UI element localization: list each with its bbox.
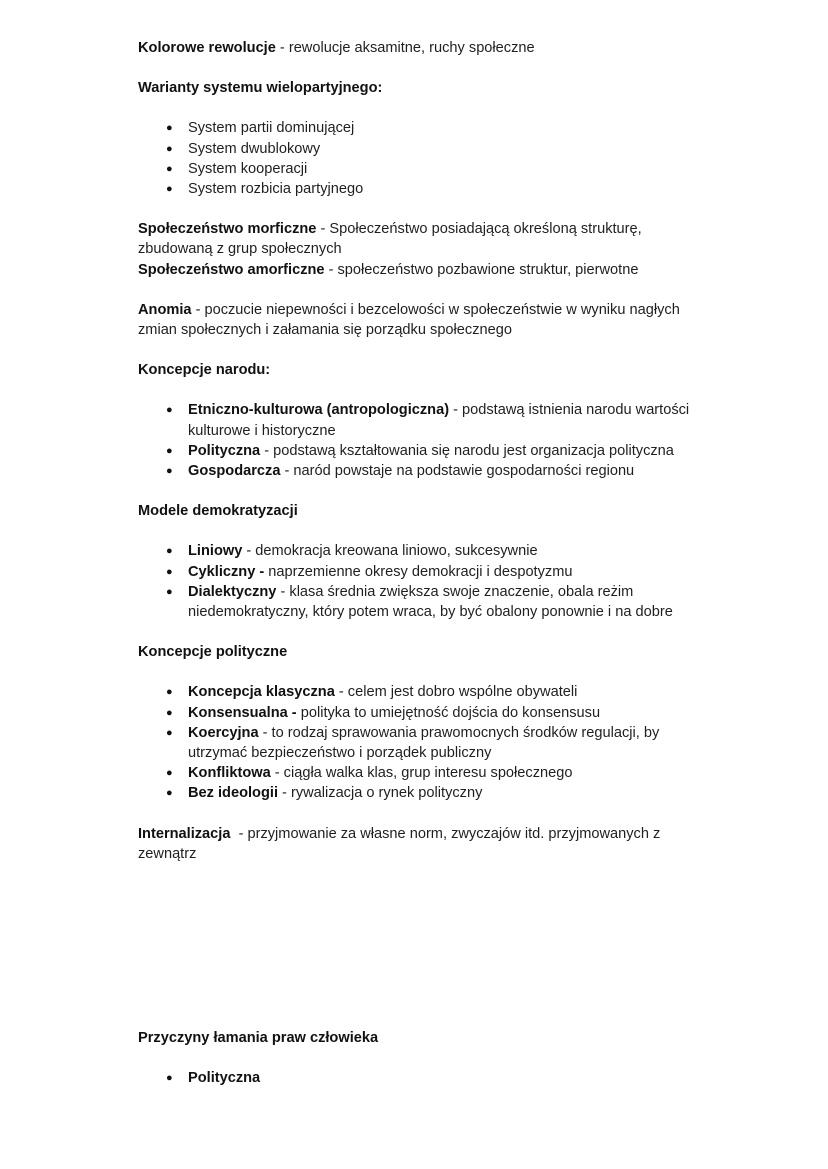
- spoleczenstwo-amorficzne-paragraph: [138, 260, 698, 280]
- list-item: ● System partii dominującej: [138, 118, 698, 138]
- list-item: ● Konfliktowa - ciągła walka klas, grup interesu społecznego: [138, 763, 698, 783]
- anomia-paragraph: [138, 300, 698, 340]
- list-item: ● Polityczna - podstawą kształtowania się narodu jest organizacja polityczna: [138, 441, 698, 461]
- bullet-icon: ●: [166, 1072, 173, 1085]
- modele-demokratyzacji-list: [138, 541, 698, 622]
- spoleczenstwo-amorficzne-definition: - społeczeństwo pozbawione struktur, pierwotne: [324, 261, 639, 278]
- list-item: ● Gospodarcza - naród powstaje na podstawie gospodarności regionu: [138, 461, 698, 481]
- anomia-definition: - poczucie niepewności i bezcelowości w społeczeństwie w wyniku nagłych zmian społecznych i załamania się porządku społecznego: [138, 301, 680, 339]
- list-item: ● Koncepcja klasyczna - celem jest dobro wspólne obywateli: [138, 682, 698, 702]
- bullet-icon: ●: [166, 585, 173, 598]
- list-item: ● Bez ideologii - rywalizacja o rynek polityczny: [138, 783, 698, 803]
- koncepcje-polityczne-heading: Koncepcje polityczne: [138, 644, 288, 661]
- bullet-icon: ●: [166, 444, 173, 457]
- bullet-icon: ●: [166, 142, 173, 155]
- bullet-icon: ●: [166, 767, 173, 780]
- document-page: [138, 38, 698, 864]
- bullet-icon: ●: [166, 122, 173, 135]
- list-item: ● System dwublokowy: [138, 139, 698, 159]
- kolorowe-rewolucje-paragraph: [138, 38, 698, 58]
- list-item: ● System kooperacji: [138, 159, 698, 179]
- przyczyny-list: [138, 1068, 698, 1088]
- bullet-icon: ●: [166, 726, 173, 739]
- bullet-icon: ●: [166, 162, 173, 175]
- kolorowe-rewolucje-term: Kolorowe rewolucje: [138, 40, 276, 56]
- bullet-icon: ●: [166, 565, 173, 578]
- koncepcje-narodu-heading: Koncepcje narodu:: [138, 362, 271, 379]
- spoleczenstwo-amorficzne-term: Społeczeństwo amorficzne: [138, 261, 325, 278]
- internalizacja-term: Internalizacja: [138, 825, 231, 842]
- kolorowe-rewolucje-definition: - rewolucje aksamitne, ruchy społeczne: [275, 40, 535, 56]
- bullet-icon: ●: [166, 404, 173, 417]
- przyczyny-heading: Przyczyny łamania praw człowieka: [138, 1030, 379, 1046]
- list-item: ● Konsensualna - polityka to umiejętność dojścia do konsensusu: [138, 703, 698, 723]
- bullet-icon: ●: [166, 686, 173, 699]
- warianty-list: [138, 118, 698, 199]
- spoleczenstwo-morficzne-definition: - Społeczeństwo posiadającą określoną strukturę, zbudowaną z grup społecznych: [138, 221, 642, 258]
- bullet-icon: ●: [166, 706, 173, 719]
- bullet-icon: ●: [166, 183, 173, 196]
- list-item: ● Dialektyczny - klasa średnia zwiększa swoje znaczenie, obala reżim niedemokratyczny, który potem wraca, by być obalony ponownie i na dobre: [166, 583, 673, 621]
- list-item: ● Etniczno-kulturowa (antropologiczna) - podstawą istnienia narodu wartości kulturowe i historyczne: [166, 402, 690, 439]
- bullet-icon: ●: [166, 545, 173, 558]
- bullet-icon: ●: [166, 465, 173, 478]
- list-item: ● Polityczna: [138, 1068, 698, 1088]
- przyczyny-section: [138, 1028, 698, 1088]
- list-item: ● Koercyjna - to rodzaj sprawowania prawomocnych środków regulacji, by utrzymać bezpieczeństwo i porządek publiczny: [166, 724, 660, 762]
- list-item: ● Cykliczny - naprzemienne okresy demokracji i despotyzmu: [138, 562, 698, 582]
- list-item: ● Liniowy - demokracja kreowana liniowo, sukcesywnie: [138, 541, 698, 561]
- spoleczenstwo-morficzne-term: Społeczeństwo morficzne: [138, 221, 317, 238]
- modele-demokratyzacji-heading: Modele demokratyzacji: [138, 503, 298, 520]
- warianty-heading: Warianty systemu wielopartyjnego:: [138, 80, 383, 97]
- koncepcje-polityczne-list: [138, 682, 698, 803]
- internalizacja-definition: - przyjmowanie za własne norm, zwyczajów itd. przyjmowanych z zewnątrz: [138, 825, 665, 862]
- bullet-icon: ●: [166, 787, 173, 800]
- list-item: ● System rozbicia partyjnego: [138, 179, 698, 199]
- koncepcje-narodu-list: [138, 400, 698, 481]
- spoleczenstwo-morficzne-paragraph: [138, 219, 698, 259]
- anomia-term: Anomia: [138, 301, 192, 318]
- internalizacja-paragraph: [138, 824, 698, 864]
